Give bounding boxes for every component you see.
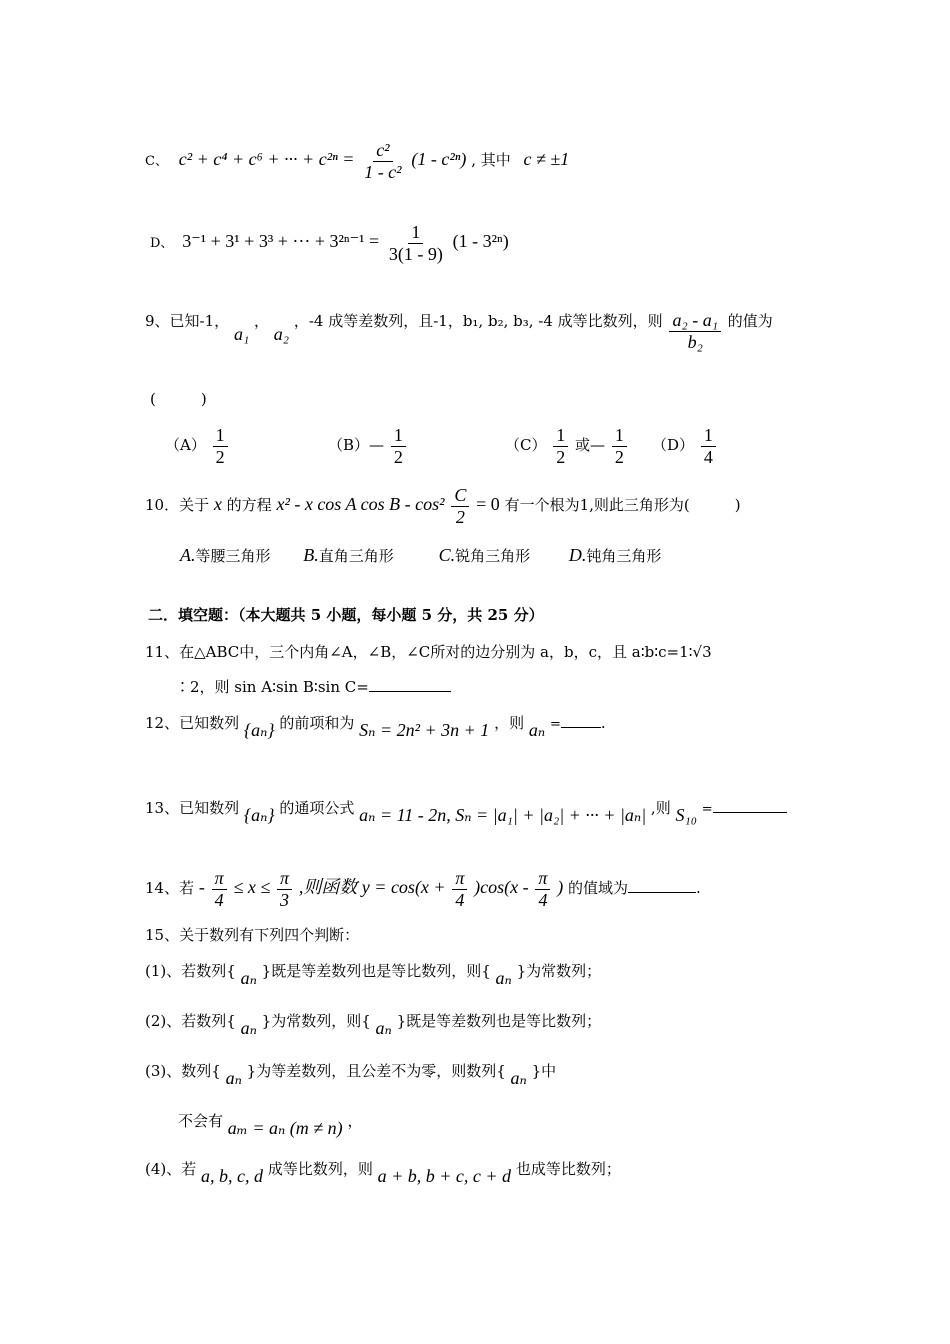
q14-frac-plus-den: 4 bbox=[455, 889, 465, 910]
q9-option-d bbox=[652, 425, 718, 467]
q9-opta-fraction bbox=[213, 425, 228, 467]
q9-frac-den: b₂ bbox=[687, 331, 703, 352]
q10-prefix: 10．关于 bbox=[145, 496, 210, 515]
q14-prefix: 14、若 bbox=[145, 879, 195, 898]
q9-option-a bbox=[165, 425, 230, 467]
q9-opta-label: （A） bbox=[165, 436, 206, 455]
q14-suffix: 的值域为 bbox=[568, 879, 629, 898]
q10-fraction bbox=[451, 485, 469, 527]
q10-frac-num: C bbox=[451, 485, 469, 507]
q12-prefix: 12、已知数列 bbox=[145, 714, 240, 732]
q10-optc-text: 锐角三角形 bbox=[455, 547, 531, 565]
q12-eq: = bbox=[549, 717, 561, 732]
q15-s1-an1: aₙ bbox=[240, 968, 257, 988]
q15-s3-part1: (3)、数列{ bbox=[145, 1062, 221, 1080]
q8-c-den: 1 - c² bbox=[364, 161, 402, 182]
q8-d-lhs: 3⁻¹ + 3¹ + 3³ + ··· + 3²ⁿ⁻¹ = bbox=[182, 231, 380, 252]
q15-statement-4 bbox=[145, 1158, 621, 1186]
q9-optb-num: 1 bbox=[391, 425, 406, 447]
q10-opta-text: 等腰三角形 bbox=[195, 547, 271, 565]
q9-optc-den2: 2 bbox=[614, 446, 624, 467]
q12-end: . bbox=[600, 714, 606, 732]
q8-d-fraction bbox=[386, 222, 446, 264]
q15-s1-part3: }为常数列； bbox=[516, 962, 602, 980]
q15-s3-part3: }中 bbox=[531, 1062, 557, 1080]
q13-s10: S₁₀ bbox=[675, 805, 697, 825]
q9-paren: ( ) bbox=[150, 390, 207, 408]
q14-frac-upper-num: π bbox=[277, 868, 292, 890]
q14-stem bbox=[145, 868, 701, 910]
q15-s3-an1: aₙ bbox=[225, 1068, 242, 1088]
q10-optb-text: 直角三角形 bbox=[318, 547, 394, 565]
q15-s4-part2: 成等比数列，则 bbox=[267, 1160, 373, 1178]
q10-mid: 的方程 bbox=[226, 496, 272, 515]
q8-c-cond: c ≠ ±1 bbox=[523, 149, 570, 170]
q13-mid: 的通项公式 bbox=[279, 799, 355, 817]
q8-option-d bbox=[150, 222, 509, 264]
q14-answer-blank[interactable] bbox=[628, 880, 696, 893]
q8-c-note: , 其中 bbox=[471, 151, 511, 170]
q9-optc-den1: 2 bbox=[556, 446, 566, 467]
q8-c-tail: (1 - c²ⁿ) bbox=[411, 149, 467, 170]
q15-s3-part4: 不会有 bbox=[178, 1112, 224, 1130]
q14-ineq: ≤ x ≤ bbox=[233, 877, 271, 898]
q12-formula: Sₙ = 2n² + 3n + 1 bbox=[359, 720, 490, 740]
q9-optc-label: （C） bbox=[505, 436, 547, 455]
q12-an: aₙ bbox=[528, 720, 546, 740]
q15-s4-part3: 也成等比数列； bbox=[515, 1160, 621, 1178]
q8-d-tail: (1 - 3²ⁿ) bbox=[452, 231, 509, 252]
q8-c-fraction bbox=[361, 140, 404, 182]
q15-statement-3 bbox=[145, 1060, 557, 1088]
q9-optc-num1: 1 bbox=[553, 425, 568, 447]
q14-frac-plus bbox=[452, 868, 467, 910]
q9-optb-den: 2 bbox=[393, 446, 403, 467]
q10-stem bbox=[145, 485, 741, 527]
q15-s4-vars: a, b, c, d bbox=[201, 1166, 264, 1186]
q10-optd-letter: D. bbox=[568, 545, 587, 565]
q10-x: x bbox=[213, 494, 222, 515]
q12-stem bbox=[145, 712, 606, 740]
q9-fraction bbox=[669, 310, 721, 352]
q9-optb-label: （B）— bbox=[328, 436, 385, 455]
q15-s3-an2: aₙ bbox=[510, 1068, 527, 1088]
q14-frac-lower bbox=[212, 868, 227, 910]
q10-options bbox=[180, 545, 661, 567]
q9-option-c bbox=[505, 425, 629, 467]
q13-seq: {aₙ} bbox=[243, 805, 275, 825]
q10-eq-start: x² - x cos A cos B - cos² bbox=[276, 494, 445, 515]
q9-optd-den: 4 bbox=[703, 446, 713, 467]
q15-statement-3-cont bbox=[178, 1110, 363, 1138]
q14-frac-lower-den: 4 bbox=[214, 889, 224, 910]
q15-s2-an1: aₙ bbox=[240, 1018, 257, 1038]
q15-intro: 15、关于数列有下列四个判断： bbox=[145, 926, 360, 944]
q9-opta-num: 1 bbox=[213, 425, 228, 447]
q14-frac-upper bbox=[277, 868, 292, 910]
q14-frac-upper-den: 3 bbox=[280, 889, 290, 910]
q13-answer-blank[interactable] bbox=[713, 800, 787, 813]
q15-s2-part1: (2)、若数列{ bbox=[145, 1012, 236, 1030]
q9-optd-num: 1 bbox=[701, 425, 716, 447]
q8-d-label: D、 bbox=[150, 236, 174, 252]
q13-eq: = bbox=[701, 802, 713, 817]
q11-line2-text: ∶2，则 sin A∶sin B∶sin C= bbox=[175, 678, 369, 696]
q13-then: ,则 bbox=[650, 799, 671, 817]
q15-statement-1 bbox=[145, 960, 602, 988]
q15-s2-part2: }为常数列，则{ bbox=[261, 1012, 371, 1030]
q9-optc-num2: 1 bbox=[612, 425, 627, 447]
q10-suffix: 有一个根为1,则此三角形为( ) bbox=[504, 496, 741, 515]
q12-then: ，则 bbox=[494, 714, 525, 732]
q10-eq-end: = 0 bbox=[476, 494, 500, 515]
q9-a2: a₂ bbox=[273, 324, 290, 344]
q15-s1-an2: aₙ bbox=[495, 968, 512, 988]
q14-func: ,则函数 y = cos(x + bbox=[298, 877, 446, 898]
q10-frac-den: 2 bbox=[455, 506, 465, 527]
q8-d-den: 3(1 - 9) bbox=[388, 243, 443, 264]
q10-optc-letter: C. bbox=[438, 545, 456, 565]
q13-formula: aₙ = 11 - 2n, Sₙ = |a₁| + |a₂| + ··· + |aₙ| bbox=[359, 805, 647, 825]
q13-stem bbox=[145, 797, 787, 825]
q10-optd-text: 钝角三角形 bbox=[586, 547, 662, 565]
q9-optc-or: 或— bbox=[575, 436, 606, 455]
q12-mid: 的前项和为 bbox=[279, 714, 355, 732]
q9-mid: ，-4 成等差数列，且-1，b₁, b₂, b₃, -4 成等比数列，则 bbox=[293, 312, 663, 330]
q15-s4-sums: a + b, b + c, c + d bbox=[377, 1166, 512, 1186]
q14-frac-lower-num: π bbox=[212, 868, 227, 890]
q8-c-lhs: c² + c⁴ + c⁶ + ··· + c²ⁿ = bbox=[178, 149, 355, 170]
q14-mid: )cos(x - bbox=[474, 877, 529, 898]
q11-line1: 11、在△ABC中，三个内角∠A，∠B，∠C所对的边分别为 a，b，c，且 a∶b∶c=1∶√3 bbox=[145, 643, 712, 661]
q9-optc-fraction2 bbox=[612, 425, 627, 467]
q14-frac-plus-num: π bbox=[452, 868, 467, 890]
q15-s1-part1: (1)、若数列{ bbox=[145, 962, 236, 980]
q9-a1: a₁ bbox=[233, 324, 250, 344]
q9-optb-fraction bbox=[391, 425, 406, 467]
q9-optd-fraction bbox=[701, 425, 716, 467]
q9-optd-label: （D） bbox=[652, 436, 695, 455]
q14-close: ) bbox=[557, 877, 564, 898]
section2-title: 二．填空题：（本大题共 5 小题，每小题 5 分，共 25 分） bbox=[148, 606, 544, 624]
q14-frac-minus-num: π bbox=[535, 868, 550, 890]
q14-end: . bbox=[696, 879, 701, 898]
q15-s2-an2: aₙ bbox=[375, 1018, 392, 1038]
q14-frac-minus bbox=[535, 868, 550, 910]
q9-suffix: 的值为 bbox=[727, 312, 773, 330]
q11-answer-blank[interactable] bbox=[369, 677, 451, 692]
q10-optb-letter: B. bbox=[303, 545, 319, 565]
q15-s3-part5: ， bbox=[347, 1112, 363, 1130]
q15-s3-part2: }为等差数列，且公差不为零，则数列{ bbox=[246, 1062, 506, 1080]
q9-prefix: 9、已知-1， bbox=[145, 312, 230, 330]
q14-frac-minus-den: 4 bbox=[538, 889, 548, 910]
q8-c-num: c² bbox=[373, 140, 392, 162]
q9-option-b bbox=[328, 425, 408, 467]
q15-statement-2 bbox=[145, 1010, 602, 1038]
q15-s4-part1: (4)、若 bbox=[145, 1160, 197, 1178]
q14-neg: - bbox=[198, 877, 205, 898]
q12-seq: {aₙ} bbox=[243, 720, 275, 740]
q8-c-label: C、 bbox=[145, 154, 168, 170]
q12-answer-blank[interactable] bbox=[561, 715, 601, 728]
q15-s1-part2: }既是等差数列也是等比数列，则{ bbox=[261, 962, 491, 980]
q13-prefix: 13、已知数列 bbox=[145, 799, 240, 817]
q9-opta-den: 2 bbox=[215, 446, 225, 467]
q9-sep1: ， bbox=[253, 312, 269, 330]
q15-s2-part3: }既是等差数列也是等比数列； bbox=[396, 1012, 602, 1030]
q15-s3-formula: aₘ = aₙ (m ≠ n) bbox=[227, 1118, 343, 1138]
q9-optc-fraction1 bbox=[553, 425, 568, 467]
q9-stem bbox=[145, 310, 773, 352]
q8-d-num: 1 bbox=[408, 222, 423, 244]
q10-opta-letter: A. bbox=[180, 545, 196, 565]
q9-frac-num: a₂ - a₁ bbox=[669, 310, 721, 332]
q8-option-c bbox=[145, 140, 569, 182]
q11-line2 bbox=[175, 677, 451, 696]
